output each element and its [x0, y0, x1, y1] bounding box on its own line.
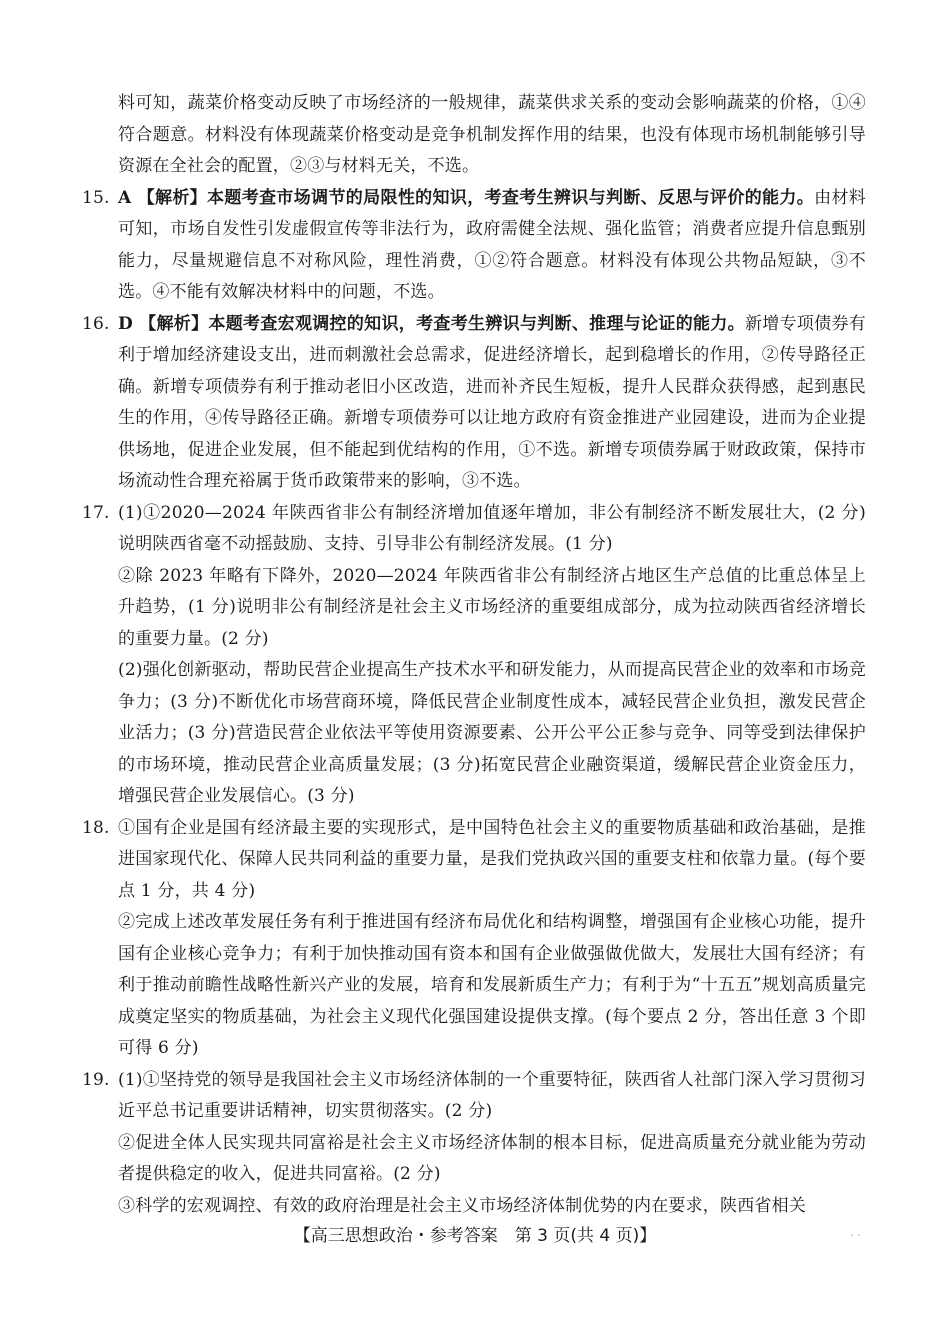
question-15 — [82, 183, 866, 309]
answer-paragraph: ①国有企业是国有经济最主要的实现形式，是中国特色社会主义的重要物质基础和政治基础，是推进国家现代化、保障人民共同利益的重要力量，是我们党执政兴国的重要支柱和依靠力量。(每个要点 1 分，共 4 分) — [118, 817, 866, 901]
analysis-body: 由材料可知，市场自发性引发虚假宣传等非法行为，政府需健全法规、强化监管；消费者应提升信息甄别能力，尽量规避信息不对称风险，理性消费，①②符合题意。材料没有体现公共物品短缺，③不选。④不能有效解决材料中的问题，不选。 — [118, 187, 866, 302]
question-number: 17. — [82, 502, 110, 523]
answer-paragraph: (1)①2020—2024 年陕西省非公有制经济增加值逐年增加，非公有制经济不断发展壮大，(2 分)说明陕西省毫不动摇鼓励、支持、引导非公有制经济发展。(1 分) — [118, 502, 866, 554]
answer-paragraph: ②完成上述改革发展任务有利于推进国有经济布局优化和结构调整，增强国有企业核心功能，提升国有企业核心竞争力；有利于加快推动国有资本和国有企业做强做优做大，发展壮大国有经济；有利于推动前瞻性战略性新兴产业的发展，培育和发展新质生产力；有利于为“十五五”规划高质量完成奠定坚实的物质基础，为社会主义现代化强国建设提供支撑。(每个要点 2 分，答出任意 3 个即可得 6 分) — [118, 912, 866, 1058]
answer-paragraph: ③科学的宏观调控、有效的政府治理是社会主义市场经济体制优势的内在要求，陕西省相关 — [118, 1195, 806, 1216]
question-number: 15. — [82, 187, 110, 208]
analysis-body: 新增专项债券有利于增加经济建设支出，进而刺激社会总需求，促进经济增长，起到稳增长的作用，②传导路径正确。新增专项债券有利于推动老旧小区改造，进而补齐民生短板，提升人民群众获得感，起到惠民生的作用，④传导路径正确。新增专项债券可以让地方政府有资金推进产业园建设，进而为企业提供场地，促进企业发展，但不能起到优结构的作用，①不选。新增专项债券属于财政政策，保持市场流动性合理充裕属于货币政策带来的影响，③不选。 — [118, 313, 867, 491]
question-17 — [82, 498, 866, 561]
answer-paragraph: (2)强化创新驱动，帮助民营企业提高生产技术水平和研发能力，从而提高民营企业的效率和市场竞争力；(3 分)不断优化市场营商环境，降低民营企业制度性成本，减轻民营企业负担，激发民营企业活力；(3 分)营造民营企业依法平等使用资源要素、公开公平公正参与竞争、同等受到法律保护的市场环境，推动民营企业高质量发展；(3 分)拓宽民营企业融资渠道，缓解民营企业资金压力，增强民营企业发展信心。(3 分) — [118, 660, 866, 806]
page-footer: 【高三思想政治・参考答案 第 3 页(共 4 页)】 — [293, 1226, 657, 1246]
q14-continuation: 料可知，蔬菜价格变动反映了市场经济的一般规律，蔬菜供求关系的变动会影响蔬菜的价格，①④符合题意。材料没有体现蔬菜价格变动是竞争机制发挥作用的结果，也没有体现市场机制能够引导资源在全社会的配置，②③与材料无关，不选。 — [118, 93, 866, 176]
answer-paragraph: ②促进全体人民实现共同富裕是社会主义市场经济体制的根本目标，促进高质量充分就业能为劳动者提供稳定的收入，促进共同富裕。(2 分) — [118, 1132, 866, 1184]
answer-paragraph: (1)①坚持党的领导是我国社会主义市场经济体制的一个重要特征，陕西省人社部门深入学习贯彻习近平总书记重要讲话精神，切实贯彻落实。(2 分) — [118, 1069, 866, 1121]
question-number: 18. — [82, 817, 110, 838]
question-number: 16. — [82, 313, 110, 334]
corner-mark: . . — [850, 1226, 861, 1239]
analysis-lead: A 【解析】本题考查市场调节的局限性的知识，考查考生辨识与判断、反思与评价的能力。 — [118, 187, 815, 208]
question-19 — [82, 1065, 866, 1128]
question-16 — [82, 309, 866, 498]
question-number: 19. — [82, 1069, 110, 1090]
analysis-lead: D 【解析】本题考查宏观调控的知识，考查考生辨识与判断、推理与论证的能力。 — [118, 313, 745, 334]
answer-paragraph: ②除 2023 年略有下降外，2020—2024 年陕西省非公有制经济占地区生产总值的比重总体呈上升趋势，(1 分)说明非公有制经济是社会主义市场经济的重要组成部分，成为拉动陕西省经济增长的重要力量。(2 分) — [118, 565, 866, 649]
question-18 — [82, 813, 866, 908]
answer-content — [82, 88, 866, 1222]
